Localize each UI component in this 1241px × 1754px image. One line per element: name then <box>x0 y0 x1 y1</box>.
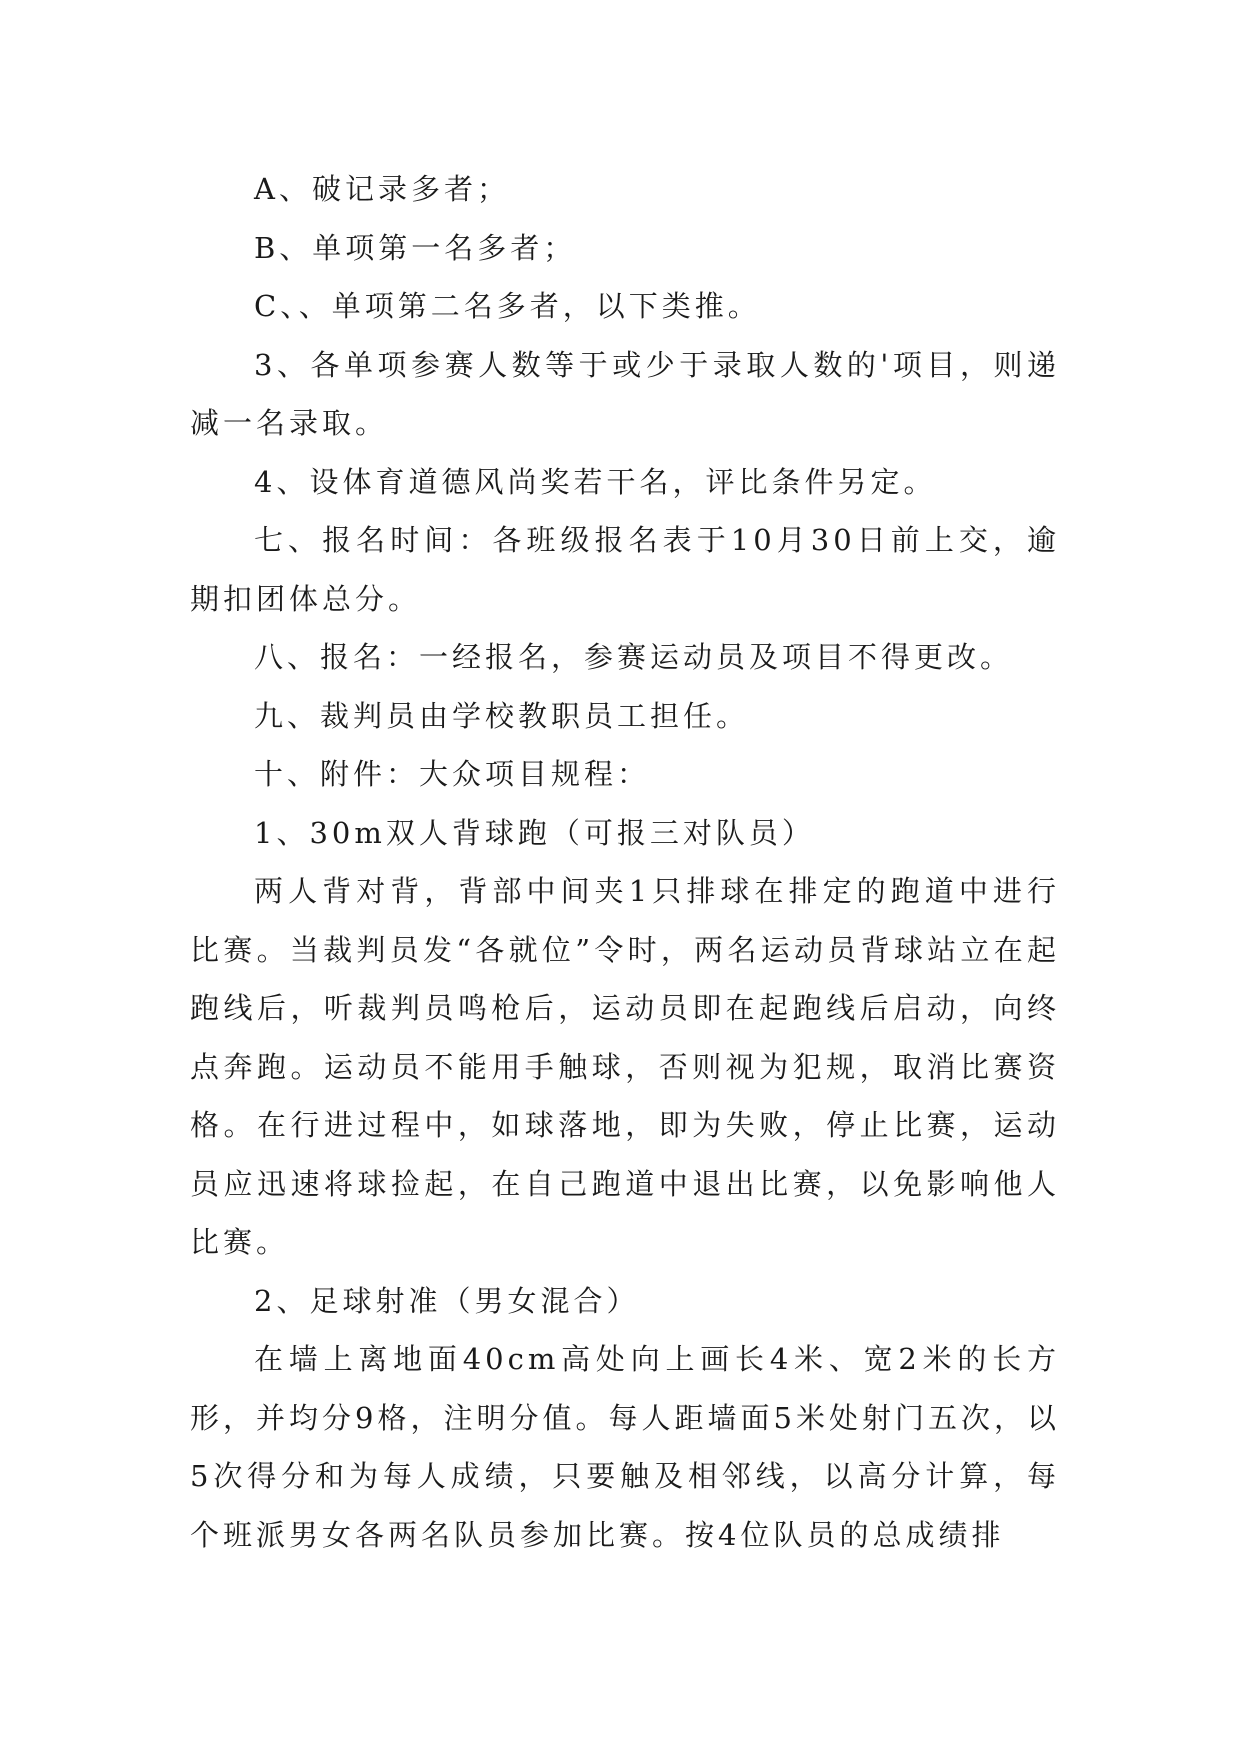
paragraph-record-breakers: A、破记录多者； <box>254 172 510 206</box>
paragraph-event-1-rules: 两人背对背，背部中间夹1只排球在排定的跑道中进行比赛。当裁判员发“各就位”令时，两名运动员背球站立在起跑线后，听裁判员鸣枪后，运动员即在起跑线后启动，向终点奔跑。运动员不能用手触球，否则视为犯规，取消比赛资格。在行进过程中，如球落地，即为失败，停止比赛，运动员应迅速将球捡起，在自己跑道中退出比赛，以免影响他人比赛。 <box>190 874 1060 1259</box>
paragraph-event-2-rules: 在墙上离地面40cm高处向上画长4米、宽2米的长方形，并均分9格，注明分值。每人距墙面5米处射门五次，以5次得分和为每人成绩，只要触及相邻线，以高分计算，每个班派男女各两名队员参加比赛。按4位队员的总成绩排 <box>190 1342 1060 1552</box>
paragraph-rule-4: 4、设体育道德风尚奖若干名，评比条件另定。 <box>254 464 937 499</box>
paragraph-referees: 九、裁判员由学校教职员工担任。 <box>254 698 750 733</box>
paragraph-registration: 八、报名：一经报名，参赛运动员及项目不得更改。 <box>254 640 1014 674</box>
paragraph-first-place: B、单项第一名多者； <box>254 230 577 265</box>
document-body <box>190 160 1060 1564</box>
paragraph-event-1-title: 1、30m双人背球跑（可报三对队员） <box>254 815 815 850</box>
paragraph-event-2-title: 2、足球射准（男女混合） <box>254 1283 640 1318</box>
paragraph-registration-time: 七、报名时间：各班级报名表于10月30日前上交，逾期扣团体总分。 <box>190 523 1060 616</box>
paragraph-rule-3: 3、各单项参赛人数等于或少于录取人数的'项目，则递减一名录取。 <box>190 347 1060 440</box>
paragraph-second-place: C、、单项第二名多者，以下类推。 <box>254 289 761 323</box>
paragraph-attachment-heading: 十、附件：大众项目规程： <box>254 757 651 791</box>
